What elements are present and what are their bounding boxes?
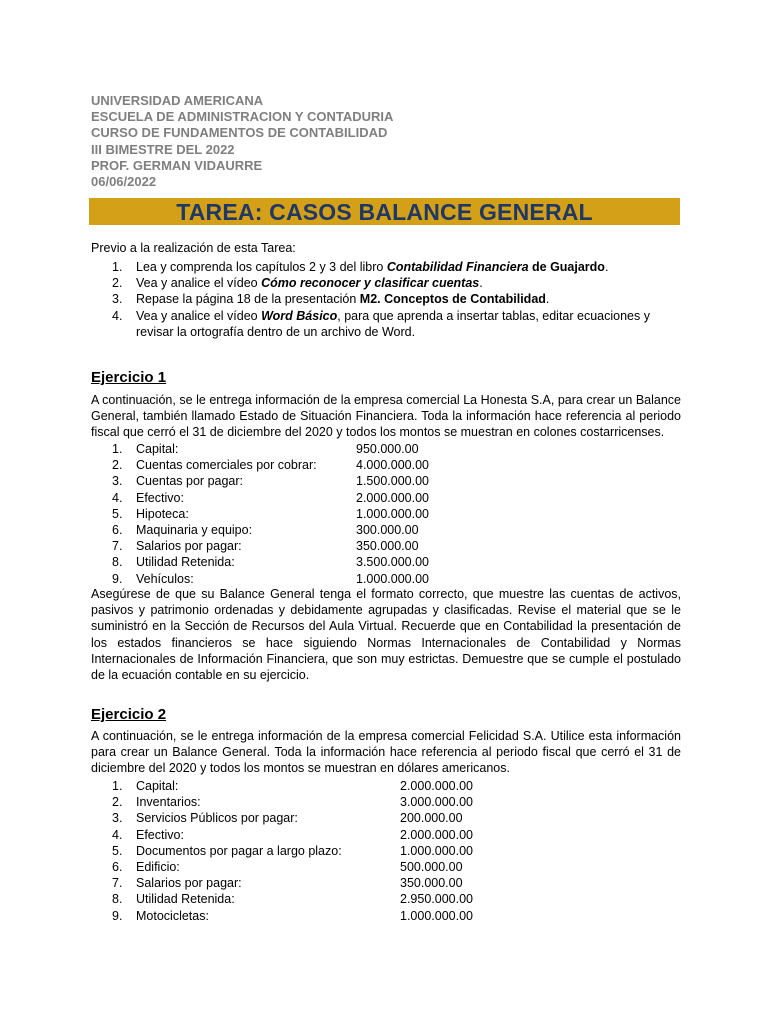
video-title: Cómo reconocer y clasificar cuentas: [261, 276, 480, 291]
page-title: TAREA: CASOS BALANCE GENERAL: [176, 199, 593, 225]
account-label: Vehículos:: [136, 571, 194, 586]
account-number: 7.: [112, 876, 123, 891]
account-value: 1.000.000.00: [400, 908, 473, 923]
list-item: [112, 291, 692, 307]
list-item-continuation: [112, 324, 692, 340]
account-row: [112, 794, 692, 810]
account-number: 1.: [112, 779, 123, 793]
intro-lead: Previo a la realización de esta Tarea:: [91, 241, 296, 255]
account-row: [112, 554, 692, 570]
list-item-punct: .: [479, 276, 483, 291]
account-row: [112, 810, 692, 826]
account-number: 4.: [112, 490, 123, 505]
video-title: Word Básico: [261, 308, 338, 323]
list-item: [112, 275, 692, 291]
document-header: [91, 93, 691, 190]
account-value: 2.000.000.00: [400, 779, 473, 793]
account-value: 350.000.00: [356, 539, 419, 554]
list-item-punct: .: [545, 292, 550, 307]
title-banner: [89, 198, 680, 225]
account-number: 5.: [112, 506, 123, 521]
ejercicio-2-accounts-list: [112, 778, 692, 924]
account-row: [112, 457, 692, 473]
account-number: 6.: [112, 523, 123, 538]
ejercicio-1-instructions: Asegúrese de que su Balance General tenga el formato correcto, que muestre las cuentas de activos, pasivos y patrimonio ordenadas y debidamente agrupadas y clasificadas. Revise el material que se le suministró en la Sección de Recursos del Aula Virtual. Recuerde que en Contabilidad la presentación de los estados financieros se hace siguiendo Normas Internacionales de Contabilidad y Normas Internacionales de Información Financiera, que son muy estrictas. Demuestre que se cumple el postulado de la ecuación contable en su ejercicio.: [91, 587, 681, 683]
account-number: 8.: [112, 892, 123, 907]
account-row: [112, 538, 692, 554]
list-item-text: Vea y analice el vídeo: [136, 276, 262, 291]
account-number: 4.: [112, 827, 123, 842]
list-item-text: Repase la página 18 de la presentación: [136, 292, 360, 307]
list-item-punct: .: [604, 260, 609, 274]
book-author: de Guajardo: [528, 260, 605, 274]
account-row: [112, 473, 692, 489]
account-number: 3.: [112, 811, 123, 826]
account-row: [112, 827, 692, 843]
ejercicio-1-description: A continuación, se le entrega información de la empresa comercial La Honesta S.A, para crear un Balance General, también llamado Estado de Situación Financiera. Toda la información hace referencia al periodo fiscal que cerró el 31 de diciembre del 2020 y todos los montos se muestran en colones costarricenses.: [91, 393, 681, 440]
account-label: Documentos por pagar a largo plazo:: [136, 843, 342, 858]
account-value: 2.000.000.00: [356, 490, 429, 505]
section-title-ejercicio-1: Ejercicio 1: [91, 369, 167, 386]
list-item-number: 4.: [112, 308, 123, 323]
presentation-title: M2. Conceptos de Contabilidad: [359, 292, 546, 307]
account-value: 1.000.000.00: [400, 843, 473, 858]
list-item-text: Vea y analice el vídeo: [136, 308, 262, 323]
account-label: Utilidad Retenida:: [136, 555, 235, 570]
ejercicio-1-accounts-list: [112, 441, 692, 587]
account-label: Salarios por pagar:: [136, 876, 242, 891]
list-item: [112, 259, 692, 275]
list-item: [112, 308, 692, 324]
account-number: 7.: [112, 539, 123, 554]
account-row: [112, 843, 692, 859]
account-value: 300.000.00: [356, 523, 419, 538]
account-label: Efectivo:: [136, 827, 184, 842]
account-number: 9.: [112, 571, 123, 586]
intro-list: [112, 259, 692, 340]
account-label: Utilidad Retenida:: [136, 892, 235, 907]
account-label: Servicios Públicos por pagar:: [136, 811, 298, 826]
account-value: 1.000.000.00: [356, 506, 429, 521]
account-row: [112, 908, 692, 924]
section-title-ejercicio-2: Ejercicio 2: [91, 706, 167, 723]
account-value: 2.000.000.00: [400, 827, 473, 842]
account-label: Motocicletas:: [136, 908, 209, 923]
account-value: 350.000.00: [400, 876, 463, 891]
account-number: 2.: [112, 458, 123, 473]
account-label: Inventarios:: [136, 795, 201, 810]
account-value: 4.000.000.00: [356, 458, 429, 473]
account-row: [112, 891, 692, 907]
ejercicio-2-description: A continuación, se le entrega información de la empresa comercial Felicidad S.A. Utilice esta información para crear un Balance General. Toda la información hace referencia al periodo fiscal que cerró el 31 de diciembre del 2020 y todos los montos se muestran en dólares americanos.: [91, 729, 681, 776]
list-item-number: 2.: [112, 276, 123, 291]
account-row: [112, 441, 692, 457]
account-label: Salarios por pagar:: [136, 539, 242, 554]
header-date: 06/06/2022: [91, 174, 157, 190]
account-row: [112, 571, 692, 587]
account-label: Cuentas comerciales por cobrar:: [136, 458, 317, 473]
account-value: 950.000.00: [356, 442, 419, 456]
account-label: Capital:: [136, 779, 179, 793]
account-label: Maquinaria y equipo:: [136, 523, 253, 538]
book-title: Contabilidad Financiera: [386, 260, 529, 274]
list-item-text-rest: , para que aprenda a insertar tablas, editar ecuaciones y: [337, 308, 650, 323]
account-value: 1.500.000.00: [356, 474, 429, 489]
account-value: 3.000.000.00: [400, 795, 473, 810]
account-number: 1.: [112, 442, 123, 456]
account-row: [112, 522, 692, 538]
account-row: [112, 490, 692, 506]
list-item-number: 3.: [112, 292, 123, 307]
account-value: 200.000.00: [400, 811, 463, 826]
account-value: 1.000.000.00: [356, 571, 429, 586]
account-number: 5.: [112, 843, 123, 858]
header-term: III BIMESTRE DEL 2022: [91, 141, 235, 157]
account-number: 2.: [112, 795, 123, 810]
header-course: CURSO DE FUNDAMENTOS DE CONTABILIDAD: [91, 125, 388, 141]
account-number: 8.: [112, 555, 123, 570]
account-value: 2.950.000.00: [400, 892, 473, 907]
account-label: Edificio:: [136, 860, 180, 875]
header-school: ESCUELA DE ADMINISTRACION Y CONTADURIA: [91, 109, 394, 125]
account-row: [112, 506, 692, 522]
list-item-number: 1.: [112, 260, 123, 274]
account-value: 3.500.000.00: [356, 555, 429, 570]
header-professor: PROF. GERMAN VIDAURRE: [91, 157, 263, 173]
account-label: Efectivo:: [136, 490, 184, 505]
account-label: Hipoteca:: [136, 506, 189, 521]
account-number: 6.: [112, 860, 123, 875]
account-number: 3.: [112, 474, 123, 489]
account-row: [112, 875, 692, 891]
account-label: Capital:: [136, 442, 179, 456]
account-value: 500.000.00: [400, 860, 463, 875]
account-row: [112, 778, 692, 794]
account-row: [112, 859, 692, 875]
account-number: 9.: [112, 908, 123, 923]
list-item-text: Lea y comprenda los capítulos 2 y 3 del libro: [136, 260, 387, 274]
header-university: UNIVERSIDAD AMERICANA: [91, 93, 264, 108]
list-item-text: revisar la ortografía dentro de un archivo de Word.: [136, 324, 416, 339]
account-label: Cuentas por pagar:: [136, 474, 244, 489]
